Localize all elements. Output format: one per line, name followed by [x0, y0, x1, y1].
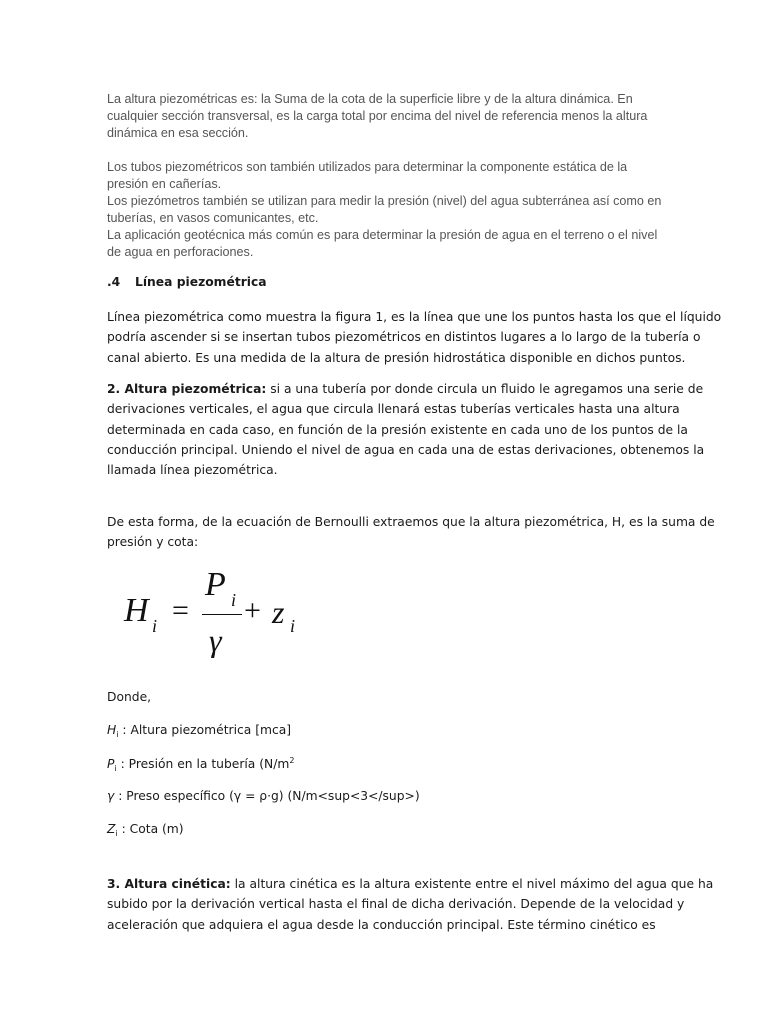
- text-line: Los tubos piezométricos son también utilizados para determinar la componente estática de la: [107, 160, 628, 174]
- definition-subscript: i: [116, 730, 119, 739]
- definition-text: : Preso específico (γ = ρ·g) (N/m<sup<3</sup>): [114, 789, 420, 803]
- text-line: subido por la derivación vertical hasta el final de dicha derivación. Depende de la velocidad y: [107, 897, 685, 912]
- text-run: si a una tubería por donde circula un fluido le agregamos una serie de: [266, 382, 704, 396]
- text-line: dinámica en esa sección.: [107, 126, 249, 140]
- formula-equals: =: [172, 594, 189, 627]
- text-line: Los piezómetros también se utilizan para medir la presión (nivel) del agua subterránea así como en: [107, 194, 662, 208]
- donde-label: Donde,: [107, 690, 152, 704]
- definition-text: : Cota (m): [117, 822, 184, 836]
- text-run: la altura cinética es la altura existente entre el nivel máximo del agua que ha: [230, 877, 714, 891]
- text-line: La aplicación geotécnica más común es para determinar la presión de agua en el terreno o el nivel: [107, 228, 658, 242]
- text-line: Línea piezométrica como muestra la figura 1, es la línea que une los puntos hasta los que el líquido: [107, 310, 722, 324]
- text-line: La altura piezométricas es: la Suma de la cota de la superficie libre y de la altura dinámica. En: [107, 92, 633, 106]
- fraction-bar: [202, 614, 242, 615]
- text-line: presión en cañerías.: [107, 177, 222, 191]
- formula-P: P: [205, 566, 226, 603]
- text-line: tuberías, en vasos comunicantes, etc.: [107, 211, 319, 225]
- text-line: llamada línea piezométrica.: [107, 463, 278, 478]
- formula-z-subscript: i: [290, 616, 296, 636]
- definition-subscript: i: [115, 829, 118, 838]
- definition-subscript: i: [114, 764, 117, 773]
- text-line: De esta forma, de la ecuación de Bernoulli extraemos que la altura piezométrica, H, es la suma de: [107, 515, 715, 529]
- paragraph-lead: 2. Altura piezométrica:: [107, 382, 267, 396]
- formula-plus: +: [244, 594, 261, 627]
- definition-H: [107, 723, 291, 739]
- definition-superscript: 2: [289, 756, 295, 765]
- text-line: de agua en perforaciones.: [107, 245, 254, 259]
- formula-P-subscript: i: [231, 590, 237, 610]
- bernoulli-paragraph: [107, 512, 715, 553]
- text-line: podría ascender si se insertan tubos piezométricos en distintos lugares a lo largo de la tubería o: [107, 330, 701, 345]
- text-line: [107, 874, 714, 894]
- text-line: cualquier sección transversal, es la carga total por encima del nivel de referencia menos la altura: [107, 109, 648, 123]
- definition-symbol: P: [107, 757, 115, 771]
- text-line: aceleración que adquiera el agua desde la conducción principal. Este término cinético es: [107, 917, 656, 932]
- formula-H: H: [124, 592, 149, 629]
- section-title: Línea piezométrica: [135, 275, 267, 289]
- text-line: [107, 379, 704, 399]
- section-heading: [107, 275, 267, 289]
- section-number: .4: [107, 275, 121, 289]
- formula-H-subscript: i: [152, 616, 158, 636]
- intro-paragraph-2: [107, 159, 667, 261]
- definition-text: : Altura piezométrica [mca]: [118, 723, 292, 737]
- text-line: determinada en cada caso, en función de la presión existente en cada uno de los puntos de la: [107, 422, 688, 437]
- piezometric-formula: [120, 566, 340, 670]
- formula-gamma: γ: [209, 622, 222, 658]
- paragraph-lead: 3. Altura cinética:: [107, 877, 231, 891]
- definition-symbol: H: [107, 723, 117, 737]
- text-line: conducción principal. Uniendo el nivel de agua en cada una de estas derivaciones, obtenemos la: [107, 442, 705, 457]
- definition-Z: [107, 822, 184, 838]
- definition-symbol: γ: [107, 789, 115, 803]
- definition-text: : Presión en la tubería (N/m: [116, 757, 290, 771]
- altura-cinetica-paragraph: [107, 874, 714, 935]
- formula-z: z: [272, 594, 285, 630]
- linea-paragraph: [107, 307, 722, 368]
- intro-paragraph-1: [107, 91, 667, 142]
- altura-piezometrica-paragraph: [107, 379, 705, 480]
- definition-symbol: Z: [107, 822, 116, 836]
- text-line: derivaciones verticales, el agua que circula llenará estas tuberías verticales hasta una altura: [107, 402, 680, 417]
- definition-P: [107, 756, 294, 773]
- text-line: canal abierto. Es una medida de la altura de presión hidrostática disponible en dichos puntos.: [107, 350, 686, 365]
- definition-gamma: [107, 789, 420, 803]
- text-line: presión y cota:: [107, 535, 199, 550]
